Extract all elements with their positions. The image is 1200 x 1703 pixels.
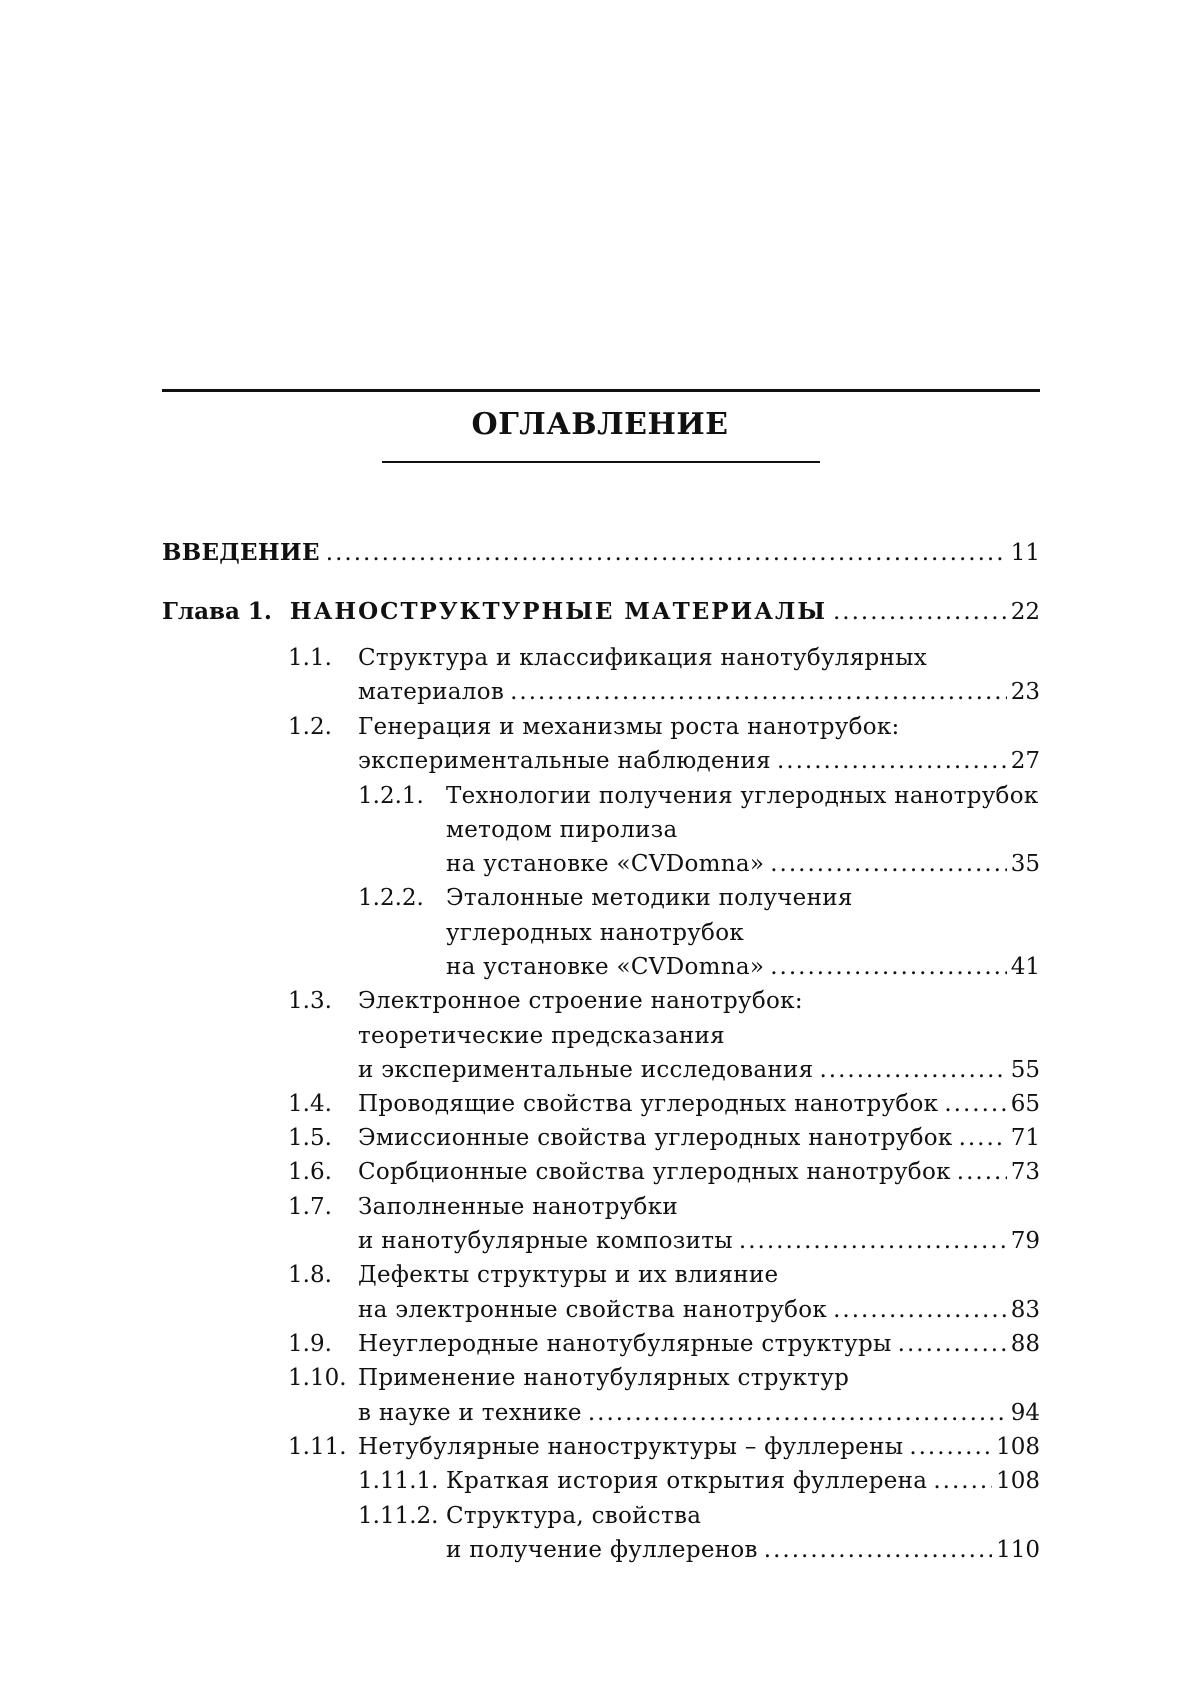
toc-entry-chapter-1[interactable] xyxy=(162,596,1040,628)
toc-entry-introduction[interactable] xyxy=(162,537,1040,569)
toc-entry-title: Генерация и механизмы роста нанотрубок: xyxy=(358,714,900,740)
toc-entry-title-cont: экспериментальные наблюдения xyxy=(358,748,771,774)
leader-dots xyxy=(833,1294,1007,1326)
toc-entry-title-cont: и экспериментальные исследования xyxy=(358,1057,814,1083)
toc-entry-1-2-2-line3[interactable] xyxy=(446,951,1040,983)
leader-dots xyxy=(944,1088,1006,1120)
toc-entry-1-4[interactable] xyxy=(288,1088,1040,1120)
toc-page-number: 110 xyxy=(996,1537,1040,1563)
toc-entry-title: Электронное строение нанотрубок: xyxy=(358,988,803,1014)
toc-page-number: 23 xyxy=(1010,679,1040,705)
toc-entry-title: Применение нанотубулярных структур xyxy=(358,1365,850,1391)
toc-page-number: 73 xyxy=(1010,1159,1040,1185)
toc-page-number: 71 xyxy=(1010,1125,1040,1151)
leader-dots xyxy=(777,745,1007,777)
section-number: 1.1. xyxy=(288,645,332,671)
toc-entry-1-8-line1[interactable] xyxy=(288,1259,778,1291)
toc-entry-title: Проводящие свойства углеродных нанотрубок xyxy=(358,1091,939,1117)
toc-entry-title: Дефекты структуры и их влияние xyxy=(358,1262,779,1288)
toc-entry-title: Эмиссионные свойства углеродных нанотрубок xyxy=(358,1125,953,1151)
leader-dots xyxy=(833,596,1007,628)
leader-dots xyxy=(770,848,1007,880)
toc-page-number: 55 xyxy=(1010,1057,1040,1083)
toc-entry-title-cont: и получение фуллеренов xyxy=(446,1537,758,1563)
toc-page-number: 65 xyxy=(1010,1091,1040,1117)
toc-page-number: 22 xyxy=(1010,599,1040,625)
toc-entry-1-3-line2 xyxy=(358,1020,725,1052)
chapter-label: Глава 1. xyxy=(162,598,272,625)
section-number: 1.10. xyxy=(288,1365,347,1391)
toc-entry-1-5[interactable] xyxy=(288,1122,1040,1154)
toc-entry-1-10-line1[interactable] xyxy=(288,1362,849,1394)
toc-entry-1-11-2-line2[interactable] xyxy=(446,1534,1040,1566)
toc-entry-title: НАНОСТРУКТУРНЫЕ МАТЕРИАЛЫ xyxy=(289,598,827,625)
toc-entry-title-cont: методом пиролиза xyxy=(446,817,678,843)
section-number: 1.7. xyxy=(288,1194,332,1220)
toc-page-number: 11 xyxy=(1010,540,1040,566)
toc-page-number: 94 xyxy=(1010,1400,1040,1426)
leader-dots xyxy=(898,1328,1007,1360)
section-number: 1.4. xyxy=(288,1091,332,1117)
section-number: 1.5. xyxy=(288,1125,332,1151)
leader-dots xyxy=(764,1534,992,1566)
toc-entry-1-6[interactable] xyxy=(288,1156,1040,1188)
page-title: ОГЛАВЛЕНИЕ xyxy=(471,407,729,442)
section-number: 1.2.2. xyxy=(358,885,424,911)
toc-entry-title-cont: в науке и технике xyxy=(358,1400,582,1426)
section-number: 1.3. xyxy=(288,988,332,1014)
leader-dots xyxy=(819,1054,1006,1086)
toc-entry-1-10-line2[interactable] xyxy=(358,1397,1040,1429)
toc-entry-title: Структура и классификация нанотубулярных xyxy=(358,645,928,671)
toc-entry-title-cont: углеродных нанотрубок xyxy=(446,920,745,946)
toc-entry-1-1-line2[interactable] xyxy=(358,676,1040,708)
toc-page-number: 35 xyxy=(1010,851,1040,877)
toc-entry-title: Эталонные методики получения xyxy=(446,885,853,911)
toc-entry-1-7-line1[interactable] xyxy=(288,1191,678,1223)
toc-entry-1-2-1-line3[interactable] xyxy=(446,848,1040,880)
toc-entry-1-11-1[interactable] xyxy=(358,1465,1040,1497)
toc-entry-1-2-2-line2 xyxy=(446,917,744,949)
toc-entry-1-7-line2[interactable] xyxy=(358,1225,1040,1257)
toc-entry-1-1-line1[interactable] xyxy=(288,642,927,674)
toc-entry-title: ВВЕДЕНИЕ xyxy=(162,539,320,566)
toc-entry-title-cont: на установке «CVDomna» xyxy=(446,851,765,877)
toc-entry-1-11-2-line1[interactable] xyxy=(358,1500,701,1532)
toc-page-number: 79 xyxy=(1010,1228,1040,1254)
toc-entry-1-3-line3[interactable] xyxy=(358,1054,1040,1086)
toc-entry-title: Нетубулярные наноструктуры – фуллерены xyxy=(358,1434,904,1460)
toc-entry-title: Заполненные нанотрубки xyxy=(358,1194,679,1220)
toc-page-number: 108 xyxy=(996,1434,1040,1460)
top-rule xyxy=(162,389,1040,392)
toc-entry-1-2-2-line1[interactable] xyxy=(358,882,853,914)
leader-dots xyxy=(510,676,1007,708)
leader-dots xyxy=(739,1225,1007,1257)
toc-page-number: 108 xyxy=(996,1468,1040,1494)
leader-dots xyxy=(326,537,1007,569)
toc-entry-title: Неуглеродные нанотубулярные структуры xyxy=(358,1331,892,1357)
section-number: 1.11.2. xyxy=(358,1503,439,1529)
toc-entry-title: Технологии получения углеродных нанотрубок xyxy=(446,783,1039,809)
toc-entry-title-cont: теоретические предсказания xyxy=(358,1023,725,1049)
toc-entry-title: Краткая история открытия фуллерена xyxy=(446,1468,928,1494)
section-number: 1.2. xyxy=(288,714,332,740)
section-number: 1.6. xyxy=(288,1159,332,1185)
toc-entry-1-3-line1[interactable] xyxy=(288,985,803,1017)
section-number: 1.8. xyxy=(288,1262,332,1288)
toc-page-number: 83 xyxy=(1010,1297,1040,1323)
leader-dots xyxy=(959,1122,1007,1154)
toc-entry-1-2-line1[interactable] xyxy=(288,711,900,743)
toc-entry-1-2-line2[interactable] xyxy=(358,745,1040,777)
section-number: 1.11.1. xyxy=(358,1468,439,1494)
toc-entry-title: Сорбционные свойства углеродных нанотрубок xyxy=(358,1159,951,1185)
toc-entry-title: Структура, свойства xyxy=(446,1503,702,1529)
leader-dots xyxy=(909,1431,992,1463)
toc-entry-title-cont: и нанотубулярные композиты xyxy=(358,1228,733,1254)
toc-entry-title-cont: на установке «CVDomna» xyxy=(446,954,765,980)
section-number: 1.2.1. xyxy=(358,783,424,809)
leader-dots xyxy=(588,1397,1007,1429)
toc-page-number: 88 xyxy=(1010,1331,1040,1357)
section-number: 1.9. xyxy=(288,1331,332,1357)
leader-dots xyxy=(933,1465,992,1497)
toc-entry-title-cont: материалов xyxy=(358,679,505,705)
toc-entry-1-9[interactable] xyxy=(288,1328,1040,1360)
leader-dots xyxy=(770,951,1007,983)
leader-dots xyxy=(957,1156,1007,1188)
toc-entry-1-2-1-line1[interactable] xyxy=(358,780,1039,812)
toc-entry-1-11[interactable] xyxy=(288,1431,1040,1463)
title-underline xyxy=(382,461,820,463)
toc-page-number: 27 xyxy=(1010,748,1040,774)
toc-entry-1-8-line2[interactable] xyxy=(358,1294,1040,1326)
toc-entry-title-cont: на электронные свойства нанотрубок xyxy=(358,1297,828,1323)
section-number: 1.11. xyxy=(288,1434,347,1460)
toc-entry-1-2-1-line2 xyxy=(446,814,678,846)
toc-page-number: 41 xyxy=(1010,954,1040,980)
